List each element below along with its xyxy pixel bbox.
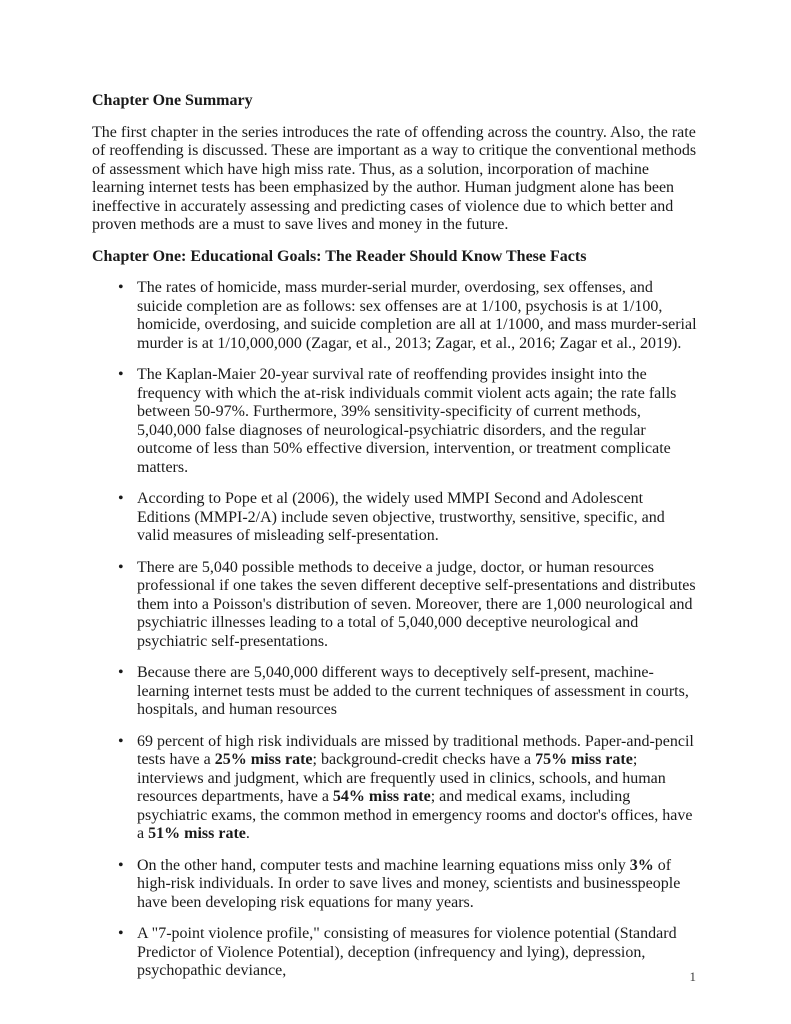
- bullet-text: Because there are 5,040,000 different ways to deceptively self-present, machine-learning internet tests must be added to the current techniques of assessment in courts, hospitals, and human resources: [137, 664, 689, 718]
- facts-bullet-list: [92, 279, 700, 981]
- bullet-text: The rates of homicide, mass murder-serial murder, overdosing, sex offenses, and suicide completion are as follows: sex offenses are at 1/100, psychosis is at 1/100, homicide, overdosing, and suicide completion are all at 1/1000, and mass murder-serial murder is at 1/10,000,000 (Zagar, et al., 2013; Zagar, et al., 2016; Zagar et al., 2019).: [137, 279, 697, 352]
- chapter-summary-heading: Chapter One Summary: [92, 92, 253, 109]
- bullet-text: There are 5,040 possible methods to deceive a judge, doctor, or human resources professional if one takes the seven different deceptive self-presentations and distributes them into a Poisson's distribution of seven. Moreover, there are 1,000 neurological and psychiatric illnesses leading to a total of 5,040,000 deceptive neurological and psychiatric self-presentations.: [137, 558, 696, 650]
- list-item: [92, 664, 700, 720]
- list-item: [92, 733, 700, 844]
- bullet-text: 69 percent of high risk individuals are missed by traditional methods. Paper-and-pencil tests have a 25% miss rate; background-credit checks have a 75% miss rate; interviews and judgment, which are frequently used in clinics, schools, and human resources departments, have a 54% miss rate; and medical exams, including psychiatric exams, the common method in emergency rooms and doctor's offices, have a 51% miss rate.: [137, 732, 694, 842]
- bullet-icon: [118, 559, 124, 578]
- list-item: [92, 857, 700, 913]
- page-number: 1: [689, 969, 696, 984]
- summary-paragraph: The first chapter in the series introduces the rate of offending across the country. Also, the rate of reoffending is discussed. These are important as a way to critique the conventional methods of assessment which have high miss rate. Thus, as a solution, incorporation of machine learning internet tests has been emphasized by the author. Human judgment alone has been ineffective in accurately assessing and predicting cases of violence due to which better and proven methods are a must to save lives and money in the future.: [92, 123, 697, 233]
- list-item: [92, 279, 700, 353]
- bullet-text: The Kaplan-Maier 20-year survival rate of reoffending provides insight into the frequency with which the at-risk individuals commit violent acts again; the rate falls between 50-97%. Furthermore, 39% sensitivity-specificity of current methods, 5,040,000 false diagnoses of neurological-psychiatric disorders, and the regular outcome of less than 50% effective diversion, intervention, or treatment complicate matters.: [137, 366, 677, 476]
- bullet-icon: [118, 857, 124, 876]
- educational-goals-heading: Chapter One: Educational Goals: The Reader Should Know These Facts: [92, 247, 587, 265]
- bullet-icon: [118, 279, 124, 298]
- bullet-icon: [118, 490, 124, 509]
- bullet-text: A "7-point violence profile," consisting of measures for violence potential (Standard Predictor of Violence Potential), deception (infrequency and lying), depression, psychopathic deviance,: [137, 925, 677, 979]
- list-item: [92, 925, 700, 981]
- bullet-icon: [118, 925, 124, 944]
- bullet-icon: [118, 366, 124, 385]
- bullet-text: On the other hand, computer tests and machine learning equations miss only 3% of high-risk individuals. In order to save lives and money, scientists and businesspeople have been developing risk equations for many years.: [137, 856, 681, 911]
- list-item: [92, 490, 700, 546]
- list-item: [92, 559, 700, 652]
- list-item: [92, 366, 700, 477]
- bullet-icon: [118, 664, 124, 683]
- bullet-text: According to Pope et al (2006), the widely used MMPI Second and Adolescent Editions (MMPI-2/A) include seven objective, trustworthy, sensitive, specific, and valid measures of misleading self-presentation.: [137, 490, 665, 544]
- document-content: [92, 92, 700, 994]
- bullet-icon: [118, 733, 124, 752]
